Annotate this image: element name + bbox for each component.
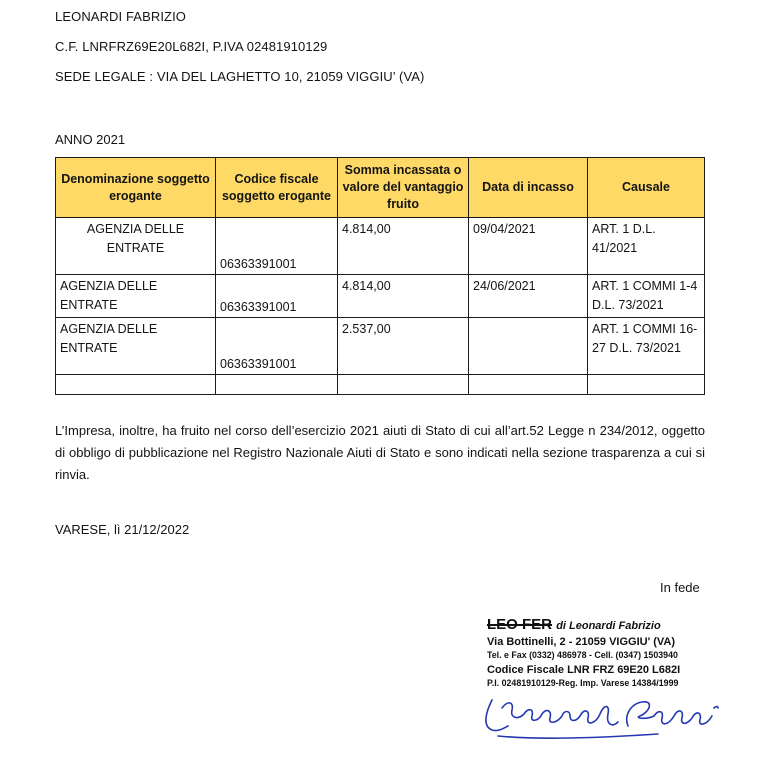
contributions-table xyxy=(55,157,705,395)
table-row xyxy=(56,275,705,318)
header-denominazione: Denominazione soggetto erogante xyxy=(56,158,216,218)
company-name: LEONARDI FABRIZIO xyxy=(55,9,187,24)
cell-somma: 2.537,00 xyxy=(338,318,469,375)
stamp-tax-code: Codice Fiscale LNR FRZ 69E20 L682I xyxy=(487,664,681,676)
company-stamp xyxy=(487,616,699,691)
header-causale: Causale xyxy=(588,158,705,218)
cell-data: 24/06/2021 xyxy=(469,275,588,318)
cell-codice-fiscale: 06363391001 xyxy=(216,275,338,318)
stamp-vat-registration: P.I. 02481910129-Reg. Imp. Varese 14384/1999 xyxy=(487,678,679,689)
stamp-name: LEO FER xyxy=(487,616,553,633)
cell-data xyxy=(469,318,588,375)
place-and-date: VARESE, lì 21/12/2022 xyxy=(55,522,190,537)
table-row xyxy=(56,318,705,375)
header-data: Data di incasso xyxy=(469,158,588,218)
table-row xyxy=(56,218,705,275)
cell-causale: ART. 1 D.L. 41/2021 xyxy=(588,218,705,275)
stamp-name-line xyxy=(487,616,699,635)
cell-somma xyxy=(338,375,469,395)
stamp-name-sub: di Leonardi Fabrizio xyxy=(556,620,661,632)
cell-data: 09/04/2021 xyxy=(469,218,588,275)
cell-causale: ART. 1 COMMI 16-27 D.L. 73/2021 xyxy=(588,318,705,375)
cell-denominazione: AGENZIA DELLE ENTRATE xyxy=(56,318,216,375)
registered-office: SEDE LEGALE : VIA DEL LAGHETTO 10, 21059 VIGGIU’ (VA) xyxy=(55,69,425,84)
cell-data xyxy=(469,375,588,395)
cell-codice-fiscale xyxy=(216,375,338,395)
stamp-phone: Tel. e Fax (0332) 486978 - Cell. (0347) 1503940 xyxy=(487,650,678,661)
state-aid-paragraph: L’Impresa, inoltre, ha fruito nel corso dell’esercizio 2021 aiuti di Stato di cui all’art.52 Legge n 234/2012, oggetto di obbligo di pubblicazione nel Registro Nazionale Aiuti di Stato e sono indicati nella sezione trasparenza a cui si rinvia. xyxy=(55,423,705,482)
cell-causale: ART. 1 COMMI 1-4 D.L. 73/2021 xyxy=(588,275,705,318)
closing-formula: In fede xyxy=(660,580,700,595)
cell-causale xyxy=(588,375,705,395)
cell-denominazione xyxy=(56,375,216,395)
year-label: ANNO 2021 xyxy=(55,132,126,147)
cell-denominazione: AGENZIA DELLE ENTRATE xyxy=(56,275,216,318)
cell-denominazione: AGENZIA DELLE ENTRATE xyxy=(56,218,216,275)
table-row-empty xyxy=(56,375,705,395)
cell-somma: 4.814,00 xyxy=(338,218,469,275)
stamp-address: Via Bottinelli, 2 - 21059 VIGGIU' (VA) xyxy=(487,636,676,648)
table-header-row xyxy=(56,158,705,218)
cell-codice-fiscale: 06363391001 xyxy=(216,218,338,275)
handwritten-signature xyxy=(478,686,748,748)
tax-codes: C.F. LNRFRZ69E20L682I, P.IVA 02481910129 xyxy=(55,39,328,54)
cell-codice-fiscale: 06363391001 xyxy=(216,318,338,375)
header-somma: Somma incassata o valore del vantaggio fruito xyxy=(338,158,469,218)
cell-somma: 4.814,00 xyxy=(338,275,469,318)
header-codice-fiscale: Codice fiscale soggetto erogante xyxy=(216,158,338,218)
